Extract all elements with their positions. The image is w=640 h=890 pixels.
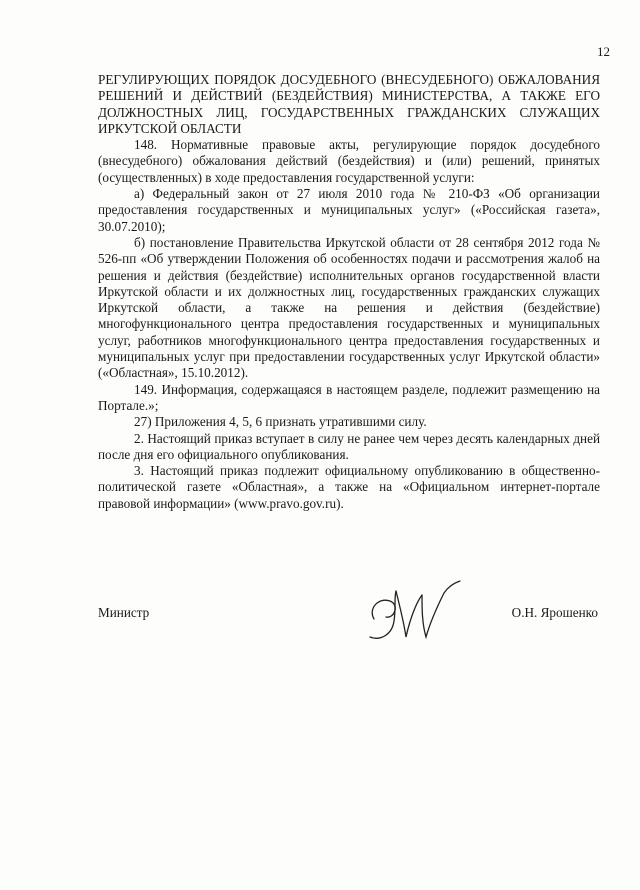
signature-block <box>98 603 600 653</box>
paragraph-148: 148. Нормативные правовые акты, регулирующие порядок досудебного (внесудебного) обжалования действий (бездействия) и (или) решений, принятых (осуществленных) в ходе предоставления государственной услуги: <box>98 137 600 185</box>
paragraph-item-a: а) Федеральный закон от 27 июля 2010 года № 210-ФЗ «Об организации предоставления государственных и муниципальных услуг» («Российская газета», 30.07.2010); <box>98 186 600 234</box>
paragraph-item-b: б) постановление Правительства Иркутской области от 28 сентября 2012 года № 526-пп «Об утверждении Положения об особенностях подачи и рассмотрения жалоб на решения и действия (бездействие) исполнительных органов государственной власти Иркутской области и их должностных лиц, государственных гражданских служащих Иркутской области, а также на решения и действия (бездействие) многофункционального центра предоставления государственных и муниципальных услуг, работников многофункционального центра предоставления государственных и муниципальных услуг при предоставлении государственных услуг Иркутской области» («Областная», 15.10.2012). <box>98 234 600 381</box>
paragraph-149: 149. Информация, содержащаяся в настоящем разделе, подлежит размещению на Портале.»; <box>98 381 600 413</box>
signatory-title: Министр <box>98 605 150 620</box>
handwritten-signature <box>360 579 470 649</box>
paragraph-3: 3. Настоящий приказ подлежит официальному опубликованию в общественно-политической газете «Областная», а также на «Официальном интернет-портале правовой информации» (www.pravo.gov.ru). <box>98 463 600 511</box>
page-number: 12 <box>597 44 610 59</box>
paragraph-2: 2. Настоящий приказ вступает в силу не ранее чем через десять календарных дней после дня его официального опубликования. <box>98 430 600 462</box>
section-heading: РЕГУЛИРУЮЩИХ ПОРЯДОК ДОСУДЕБНОГО (ВНЕСУДЕБНОГО) ОБЖАЛОВАНИЯ РЕШЕНИЙ И ДЕЙСТВИЙ (БЕЗДЕЙСТВИЯ) МИНИСТЕРСТВА, А ТАКЖЕ ЕГО ДОЛЖНОСТНЫХ ЛИЦ, ГОСУДАРСТВЕННЫХ ГРАЖДАНСКИХ СЛУЖАЩИХ ИРКУТСКОЙ ОБЛАСТИ <box>98 72 600 136</box>
paragraph-27: 27) Приложения 4, 5, 6 признать утратившими силу. <box>134 414 427 430</box>
signatory-name: О.Н. Ярошенко <box>511 605 598 620</box>
document-body <box>98 72 600 512</box>
